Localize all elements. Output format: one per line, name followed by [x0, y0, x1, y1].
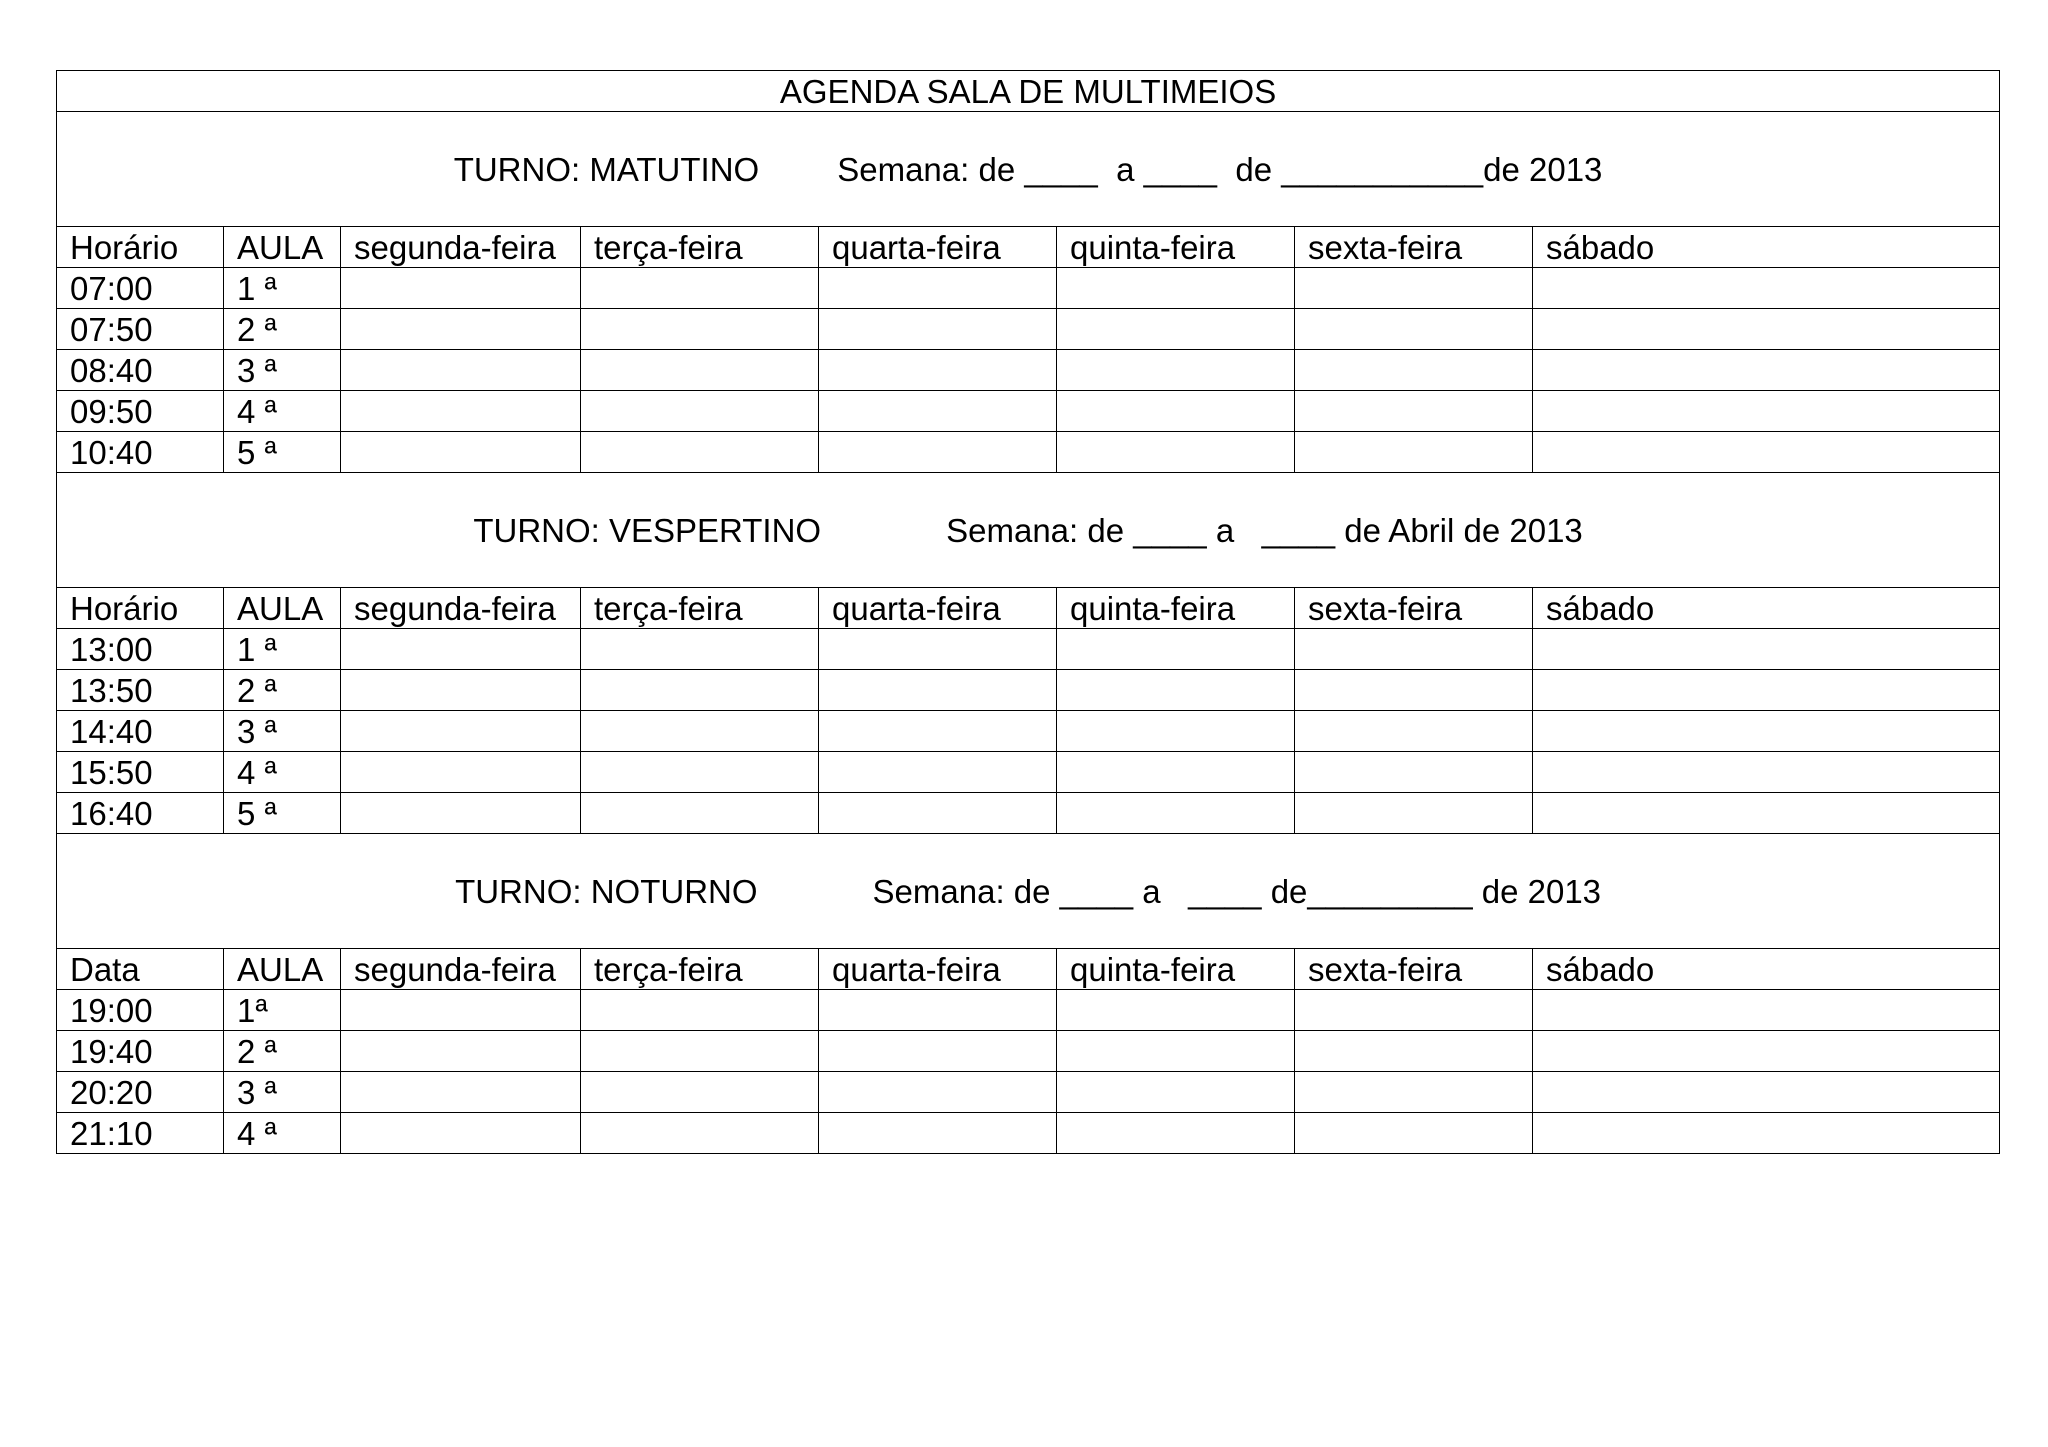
slot-cell[interactable] — [1057, 391, 1295, 432]
shift-week: Semana: de ____ a ____ de_________ de 2013 — [872, 872, 1602, 910]
slot-cell[interactable] — [819, 432, 1057, 473]
shift-label: TURNO: NOTURNO — [455, 872, 758, 910]
slot-cell[interactable] — [341, 1072, 581, 1113]
time-cell: 13:50 — [57, 670, 224, 711]
slot-cell[interactable] — [581, 711, 819, 752]
header-cell: segunda-feira — [341, 949, 581, 990]
header-cell: quinta-feira — [1057, 949, 1295, 990]
table-row — [57, 350, 2000, 391]
header-cell: quinta-feira — [1057, 588, 1295, 629]
table-row — [57, 432, 2000, 473]
slot-cell[interactable] — [1295, 309, 1533, 350]
slot-cell[interactable] — [581, 391, 819, 432]
table-row — [57, 752, 2000, 793]
slot-cell[interactable] — [1295, 1113, 1533, 1154]
slot-cell[interactable] — [1057, 1072, 1295, 1113]
time-cell: 09:50 — [57, 391, 224, 432]
slot-cell[interactable] — [1533, 1031, 2000, 1072]
header-cell: terça-feira — [581, 588, 819, 629]
aula-cell: 1 ª — [224, 268, 341, 309]
slot-cell[interactable] — [1533, 793, 2000, 834]
table-row — [57, 670, 2000, 711]
aula-cell: 5 ª — [224, 432, 341, 473]
slot-cell[interactable] — [819, 309, 1057, 350]
header-cell: quarta-feira — [819, 588, 1057, 629]
header-cell: AULA — [224, 227, 341, 268]
header-cell: quinta-feira — [1057, 227, 1295, 268]
slot-cell[interactable] — [581, 1031, 819, 1072]
slot-cell[interactable] — [581, 670, 819, 711]
aula-cell: 2 ª — [224, 670, 341, 711]
header-cell: sexta-feira — [1295, 588, 1533, 629]
aula-cell: 2 ª — [224, 309, 341, 350]
table-row — [57, 629, 2000, 670]
slot-cell[interactable] — [1295, 670, 1533, 711]
slot-cell[interactable] — [1295, 629, 1533, 670]
slot-cell[interactable] — [1057, 1113, 1295, 1154]
time-cell: 13:00 — [57, 629, 224, 670]
aula-cell: 5 ª — [224, 793, 341, 834]
header-cell: terça-feira — [581, 227, 819, 268]
slot-cell[interactable] — [341, 990, 581, 1031]
slot-cell[interactable] — [341, 793, 581, 834]
shift-week: Semana: de ____ a ____ de ___________de 2013 — [837, 150, 1603, 188]
time-cell: 20:20 — [57, 1072, 224, 1113]
time-cell: 07:00 — [57, 268, 224, 309]
shift-row-matutino — [57, 112, 2000, 227]
header-cell: terça-feira — [581, 949, 819, 990]
aula-cell: 3 ª — [224, 711, 341, 752]
slot-cell[interactable] — [581, 1113, 819, 1154]
slot-cell[interactable] — [819, 1031, 1057, 1072]
slot-cell[interactable] — [819, 391, 1057, 432]
slot-cell[interactable] — [1295, 350, 1533, 391]
slot-cell[interactable] — [1295, 432, 1533, 473]
time-cell: 19:00 — [57, 990, 224, 1031]
shift-row-noturno — [57, 834, 2000, 949]
slot-cell[interactable] — [1057, 1031, 1295, 1072]
header-cell: AULA — [224, 588, 341, 629]
slot-cell[interactable] — [341, 1031, 581, 1072]
slot-cell[interactable] — [1533, 268, 2000, 309]
table-row — [57, 711, 2000, 752]
slot-cell[interactable] — [341, 752, 581, 793]
slot-cell[interactable] — [581, 990, 819, 1031]
slot-cell[interactable] — [1057, 432, 1295, 473]
header-row — [57, 949, 2000, 990]
slot-cell[interactable] — [819, 629, 1057, 670]
slot-cell[interactable] — [1057, 268, 1295, 309]
time-cell: 08:40 — [57, 350, 224, 391]
aula-cell: 1ª — [224, 990, 341, 1031]
agenda-table — [56, 70, 2000, 1154]
slot-cell[interactable] — [581, 629, 819, 670]
header-cell: quarta-feira — [819, 227, 1057, 268]
slot-cell[interactable] — [581, 350, 819, 391]
time-cell: 19:40 — [57, 1031, 224, 1072]
slot-cell[interactable] — [1057, 309, 1295, 350]
agenda-title: AGENDA SALA DE MULTIMEIOS — [57, 71, 2000, 112]
aula-cell: 2 ª — [224, 1031, 341, 1072]
slot-cell[interactable] — [819, 752, 1057, 793]
slot-cell[interactable] — [1295, 1031, 1533, 1072]
shift-week: Semana: de ____ a ____ de Abril de 2013 — [946, 511, 1583, 549]
title-row — [57, 71, 2000, 112]
slot-cell[interactable] — [341, 391, 581, 432]
table-row — [57, 309, 2000, 350]
slot-cell[interactable] — [1295, 752, 1533, 793]
slot-cell[interactable] — [1057, 670, 1295, 711]
shift-heading — [57, 473, 2000, 588]
slot-cell[interactable] — [1295, 793, 1533, 834]
slot-cell[interactable] — [1533, 711, 2000, 752]
time-cell: 16:40 — [57, 793, 224, 834]
aula-cell: 3 ª — [224, 350, 341, 391]
slot-cell[interactable] — [341, 350, 581, 391]
time-cell: 10:40 — [57, 432, 224, 473]
slot-cell[interactable] — [341, 432, 581, 473]
aula-cell: 4 ª — [224, 752, 341, 793]
shift-heading — [57, 112, 2000, 227]
time-cell: 15:50 — [57, 752, 224, 793]
slot-cell[interactable] — [1533, 309, 2000, 350]
header-cell: segunda-feira — [341, 588, 581, 629]
slot-cell[interactable] — [1057, 350, 1295, 391]
slot-cell[interactable] — [341, 629, 581, 670]
slot-cell[interactable] — [819, 1113, 1057, 1154]
slot-cell[interactable] — [1533, 752, 2000, 793]
header-cell: sexta-feira — [1295, 227, 1533, 268]
header-cell: sábado — [1533, 949, 2000, 990]
slot-cell[interactable] — [1533, 1072, 2000, 1113]
table-row — [57, 1031, 2000, 1072]
time-cell: 21:10 — [57, 1113, 224, 1154]
header-cell: Horário — [57, 227, 224, 268]
shift-row-vespertino — [57, 473, 2000, 588]
slot-cell[interactable] — [819, 350, 1057, 391]
header-cell: sábado — [1533, 588, 2000, 629]
slot-cell[interactable] — [819, 990, 1057, 1031]
header-cell: Horário — [57, 588, 224, 629]
slot-cell[interactable] — [819, 670, 1057, 711]
aula-cell: 3 ª — [224, 1072, 341, 1113]
aula-cell: 4 ª — [224, 391, 341, 432]
slot-cell[interactable] — [1533, 670, 2000, 711]
time-cell: 14:40 — [57, 711, 224, 752]
slot-cell[interactable] — [1295, 990, 1533, 1031]
slot-cell[interactable] — [581, 793, 819, 834]
slot-cell[interactable] — [1057, 752, 1295, 793]
header-cell: quarta-feira — [819, 949, 1057, 990]
header-row — [57, 588, 2000, 629]
slot-cell[interactable] — [1057, 793, 1295, 834]
shift-label: TURNO: VESPERTINO — [473, 511, 822, 549]
slot-cell[interactable] — [581, 309, 819, 350]
table-row — [57, 990, 2000, 1031]
slot-cell[interactable] — [1533, 391, 2000, 432]
slot-cell[interactable] — [341, 268, 581, 309]
slot-cell[interactable] — [1295, 711, 1533, 752]
table-row — [57, 793, 2000, 834]
table-row — [57, 1113, 2000, 1154]
header-row — [57, 227, 2000, 268]
slot-cell[interactable] — [1533, 432, 2000, 473]
slot-cell[interactable] — [819, 268, 1057, 309]
slot-cell[interactable] — [1057, 990, 1295, 1031]
slot-cell[interactable] — [581, 268, 819, 309]
slot-cell[interactable] — [341, 1113, 581, 1154]
header-cell: Data — [57, 949, 224, 990]
slot-cell[interactable] — [1057, 711, 1295, 752]
slot-cell[interactable] — [1295, 391, 1533, 432]
slot-cell[interactable] — [819, 711, 1057, 752]
slot-cell[interactable] — [341, 670, 581, 711]
slot-cell[interactable] — [1295, 268, 1533, 309]
slot-cell[interactable] — [1533, 629, 2000, 670]
slot-cell[interactable] — [1295, 1072, 1533, 1113]
slot-cell[interactable] — [341, 711, 581, 752]
header-cell: sexta-feira — [1295, 949, 1533, 990]
slot-cell[interactable] — [819, 793, 1057, 834]
table-row — [57, 1072, 2000, 1113]
table-row — [57, 268, 2000, 309]
shift-label: TURNO: MATUTINO — [453, 150, 760, 188]
shift-heading — [57, 834, 2000, 949]
aula-cell: 1 ª — [224, 629, 341, 670]
header-cell: segunda-feira — [341, 227, 581, 268]
slot-cell[interactable] — [581, 432, 819, 473]
slot-cell[interactable] — [1057, 629, 1295, 670]
slot-cell[interactable] — [581, 752, 819, 793]
slot-cell[interactable] — [1533, 990, 2000, 1031]
slot-cell[interactable] — [819, 1072, 1057, 1113]
time-cell: 07:50 — [57, 309, 224, 350]
table-row — [57, 391, 2000, 432]
header-cell: sábado — [1533, 227, 2000, 268]
slot-cell[interactable] — [1533, 350, 2000, 391]
slot-cell[interactable] — [1533, 1113, 2000, 1154]
aula-cell: 4 ª — [224, 1113, 341, 1154]
slot-cell[interactable] — [581, 1072, 819, 1113]
header-cell: AULA — [224, 949, 341, 990]
slot-cell[interactable] — [341, 309, 581, 350]
